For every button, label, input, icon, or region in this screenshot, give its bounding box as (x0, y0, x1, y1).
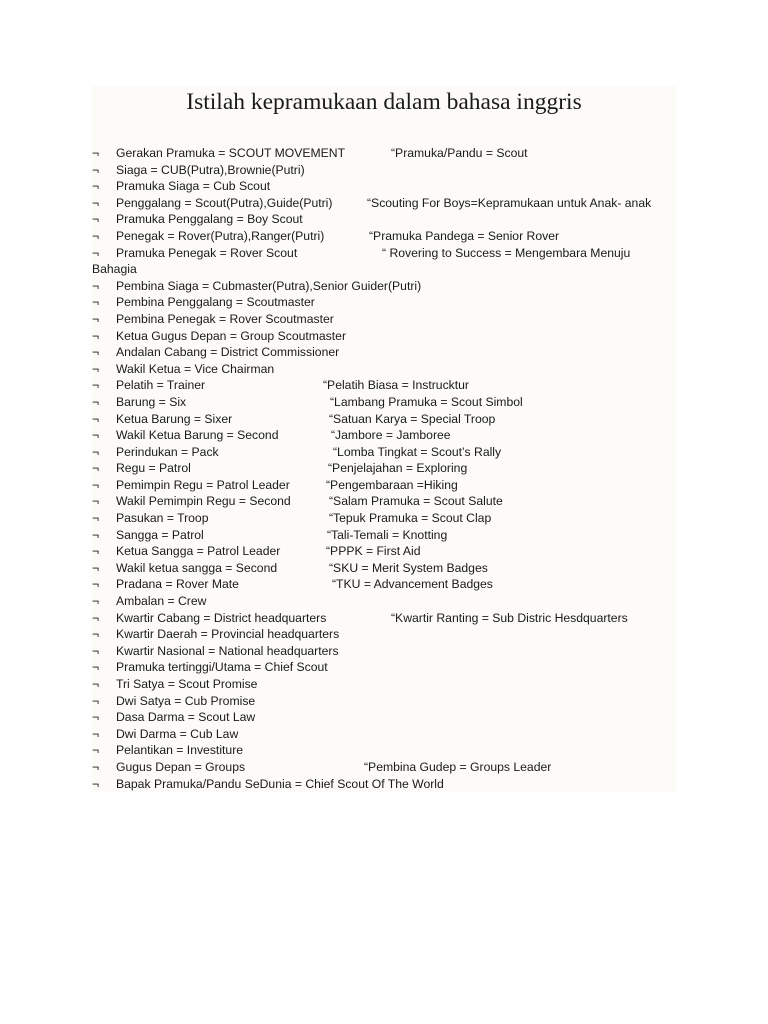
bullet-mark: ¬ (92, 311, 100, 326)
term-note: “Pengembaraan =Hiking (326, 477, 458, 492)
document-title: Istilah kepramukaan dalam bahasa inggris (186, 89, 582, 115)
term-text: Penegak = Rover(Putra),Ranger(Putri) (116, 228, 325, 243)
term-text: Pelatih = Trainer (116, 378, 206, 393)
bullet-mark: ¬ (92, 146, 100, 160)
bullet-mark: ¬ (92, 776, 100, 791)
term-text: Sangga = Patrol (116, 527, 204, 542)
bullet-mark: ¬ (92, 428, 100, 443)
term-text: Pelantikan = Investiture (116, 743, 244, 758)
bullet-mark: ¬ (92, 212, 100, 227)
bullet-mark: ¬ (92, 743, 100, 758)
term-text: Pasukan = Troop (116, 511, 209, 526)
term-text: Pramuka tertinggi/Utama = Chief Scout (116, 660, 328, 675)
term-text: Kwartir Daerah = Provincial headquarters (116, 627, 340, 642)
term-entry (92, 560, 692, 577)
bullet-mark: ¬ (92, 461, 100, 476)
term-note: “Salam Pramuka = Scout Salute (329, 494, 503, 509)
term-text: Pramuka Penggalang = Boy Scout (116, 212, 303, 227)
term-entry (92, 477, 692, 494)
term-entry (92, 228, 692, 245)
term-text: Pembina Siaga = Cubmaster(Putra),Senior Guider(Putri) (116, 278, 422, 293)
term-entry (92, 709, 692, 726)
bullet-mark: ¬ (92, 162, 100, 177)
bullet-mark: ¬ (92, 759, 100, 774)
term-text: Regu = Patrol (116, 461, 191, 476)
bullet-mark: ¬ (92, 710, 100, 725)
bullet-mark: ¬ (92, 278, 100, 293)
term-text: Wakil ketua sangga = Second (116, 560, 278, 575)
term-entry (92, 311, 692, 328)
bullet-mark: ¬ (92, 610, 100, 625)
bullet-mark: ¬ (92, 411, 100, 426)
term-entry (92, 776, 692, 793)
term-note: “Tali-Temali = Knotting (327, 527, 448, 542)
term-text: Pramuka Siaga = Cub Scout (116, 179, 271, 194)
term-entry (92, 610, 692, 627)
bullet-mark: ¬ (92, 361, 100, 376)
term-entry (92, 693, 692, 710)
term-note: “Scouting For Boys=Kepramukaan untuk Anak- anak (367, 195, 652, 210)
term-text: Dwi Darma = Cub Law (116, 726, 239, 741)
term-note: “SKU = Merit System Badges (329, 560, 488, 575)
bullet-mark: ¬ (92, 726, 100, 741)
term-entry (92, 460, 692, 477)
term-text: Ambalan = Crew (116, 594, 207, 609)
term-text: Bapak Pramuka/Pandu SeDunia = Chief Scout Of The World (116, 776, 444, 791)
bullet-mark: ¬ (92, 345, 100, 360)
term-text: Dwi Satya = Cub Promise (116, 693, 256, 708)
bullet-mark: ¬ (92, 560, 100, 575)
term-text: Pembina Penggalang = Scoutmaster (116, 295, 315, 310)
term-note: “Lomba Tingkat = Scout’s Rally (333, 444, 502, 459)
term-entry (92, 576, 692, 593)
term-text: Ketua Barung = Sixer (116, 411, 233, 426)
term-text: Perindukan = Pack (116, 444, 219, 459)
bullet-mark: ¬ (92, 195, 100, 210)
term-entry (92, 294, 692, 311)
bullet-mark: ¬ (92, 677, 100, 691)
term-text: Andalan Cabang = District Commissioner (116, 345, 340, 360)
term-entry (92, 676, 692, 693)
term-text: Ketua Gugus Depan = Group Scoutmaster (116, 328, 347, 343)
term-entry (92, 195, 692, 212)
term-entry (92, 643, 692, 660)
term-text: Wakil Ketua = Vice Chairman (116, 361, 275, 376)
bullet-mark: ¬ (92, 228, 100, 243)
term-text: Barung = Six (116, 394, 187, 409)
term-text: Tri Satya = Scout Promise (116, 677, 258, 691)
bullet-mark: ¬ (92, 444, 100, 459)
bullet-mark: ¬ (92, 594, 100, 609)
term-text: Ketua Sangga = Patrol Leader (116, 544, 281, 559)
term-text: Gugus Depan = Groups (116, 759, 246, 774)
term-note: “Pramuka Pandega = Senior Rover (369, 228, 560, 243)
term-entry (92, 245, 692, 278)
term-entry (92, 626, 692, 643)
term-note: “Kwartir Ranting = Sub Distric Hesdquarters (391, 610, 628, 625)
bullet-mark: ¬ (92, 477, 100, 492)
bullet-mark: ¬ (92, 295, 100, 310)
term-text: Pramuka Penegak = Rover Scout (116, 245, 298, 260)
term-entry (92, 427, 692, 444)
bullet-mark: ¬ (92, 693, 100, 708)
bullet-mark: ¬ (92, 179, 100, 194)
term-text: Penggalang = Scout(Putra),Guide(Putri) (116, 195, 333, 210)
term-note: “Penjelajahan = Exploring (328, 461, 468, 476)
term-entry (92, 759, 692, 776)
bullet-mark: ¬ (92, 544, 100, 559)
bullet-mark: ¬ (92, 577, 100, 592)
term-text: Kwartir Nasional = National headquarters (116, 643, 339, 658)
term-entry (92, 344, 692, 361)
bullet-mark: ¬ (92, 511, 100, 526)
term-entry (92, 328, 692, 345)
term-note: “Satuan Karya = Special Troop (329, 411, 496, 426)
term-note: “Tepuk Pramuka = Scout Clap (329, 511, 492, 526)
term-note: “Pembina Gudep = Groups Leader (364, 759, 552, 774)
term-note: “ Rovering to Success = Mengembara Menuju (382, 245, 631, 260)
term-note-continuation: Bahagia (92, 262, 137, 277)
term-entry (92, 510, 692, 527)
term-entry (92, 493, 692, 510)
term-note: “Pelatih Biasa = Instrucktur (323, 378, 469, 393)
term-note: “Pramuka/Pandu = Scout (391, 146, 528, 160)
term-text: Kwartir Cabang = District headquarters (116, 610, 327, 625)
bullet-mark: ¬ (92, 627, 100, 642)
term-entry (92, 145, 692, 162)
term-note: “Jambore = Jamboree (331, 428, 451, 443)
term-note: “Lambang Pramuka = Scout Simbol (330, 394, 523, 409)
term-list (92, 145, 692, 792)
term-text: Pembina Penegak = Rover Scoutmaster (116, 311, 334, 326)
term-entry (92, 742, 692, 759)
term-note: “PPPK = First Aid (326, 544, 421, 559)
bullet-mark: ¬ (92, 245, 100, 260)
bullet-mark: ¬ (92, 328, 100, 343)
bullet-mark: ¬ (92, 643, 100, 658)
term-entry (92, 411, 692, 428)
term-entry (92, 162, 692, 179)
bullet-mark: ¬ (92, 378, 100, 393)
term-text: Wakil Ketua Barung = Second (116, 428, 279, 443)
term-entry (92, 278, 692, 295)
bullet-mark: ¬ (92, 394, 100, 409)
term-entry (92, 361, 692, 378)
term-entry (92, 543, 692, 560)
bullet-mark: ¬ (92, 660, 100, 675)
term-text: Gerakan Pramuka = SCOUT MOVEMENT (116, 146, 346, 160)
term-text: Wakil Pemimpin Regu = Second (116, 494, 291, 509)
term-entry (92, 726, 692, 743)
term-entry (92, 593, 692, 610)
term-text: Pemimpin Regu = Patrol Leader (116, 477, 290, 492)
term-entry (92, 527, 692, 544)
term-text: Dasa Darma = Scout Law (116, 710, 256, 725)
term-note: “TKU = Advancement Badges (332, 577, 493, 592)
term-entry (92, 211, 692, 228)
term-text: Pradana = Rover Mate (116, 577, 239, 592)
bullet-mark: ¬ (92, 527, 100, 542)
term-entry (92, 659, 692, 676)
term-text: Siaga = CUB(Putra),Brownie(Putri) (116, 162, 305, 177)
term-entry (92, 178, 692, 195)
term-entry (92, 394, 692, 411)
bullet-mark: ¬ (92, 494, 100, 509)
term-entry (92, 377, 692, 394)
term-entry (92, 444, 692, 461)
